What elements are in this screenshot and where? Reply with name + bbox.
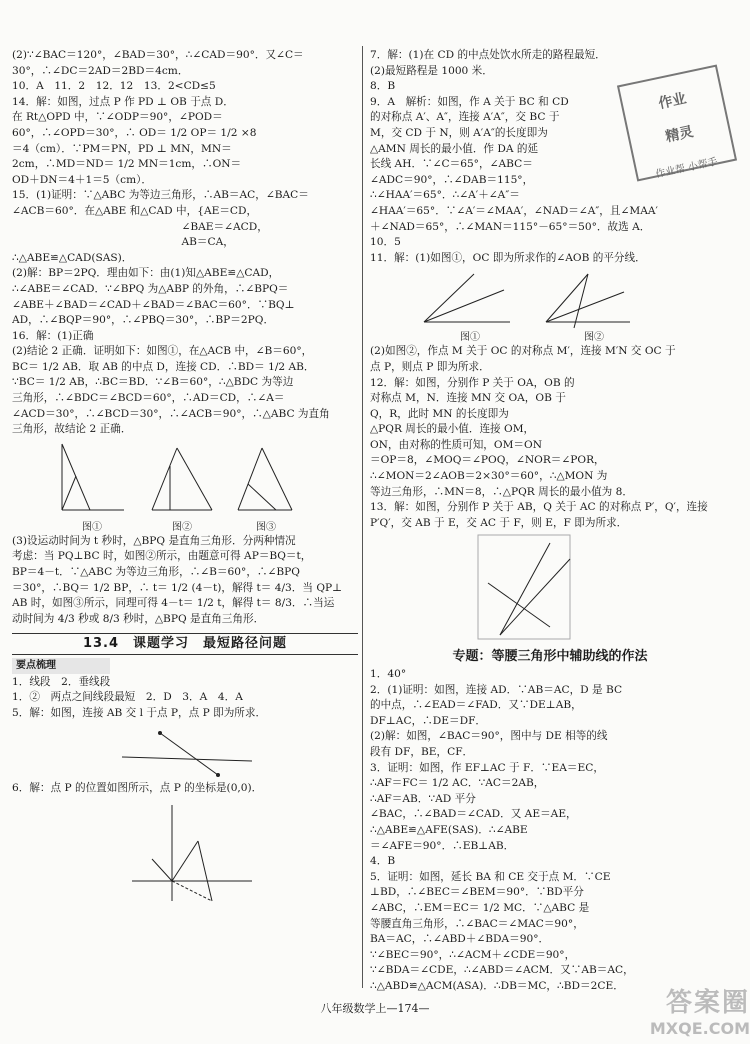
text-line: 12．解：如图，分别作 P 关于 OA，OB 的 (370, 376, 575, 389)
text-line: 4．B (370, 855, 396, 868)
text-line: 三角形，故结论 2 正确． (12, 423, 132, 436)
text-line: ＝4（cm）．∵PM＝PN，PD ⊥ MN，MN＝ (12, 142, 232, 155)
text-line: 1．40° (370, 668, 407, 681)
text-line: ∴AF＝FC＝ 1/2 AC．∵AC＝2AB， (370, 777, 545, 790)
text-line: 14．解：如图，过点 P 作 PD ⊥ OB 于点 D． (12, 95, 234, 108)
figure-3 (238, 448, 292, 510)
figure-1 (62, 444, 124, 510)
text-line: 5．证明：如图，延长 BA 和 CE 交于点 M．∵CE (370, 870, 611, 883)
right-column (370, 48, 730, 995)
left-column (12, 48, 358, 909)
text-line: 的中点，∴∠EAD＝∠FAD．又∵DE⊥AB， (370, 699, 582, 712)
column-divider (362, 46, 363, 988)
answers-block-3 (12, 675, 358, 722)
text-line: 1．② 两点之间线段最短 2．D 3．A 4．A (12, 691, 243, 704)
text-line: 考虑：当 PQ⊥BC 时，如图②所示，由题意可得 AP＝BQ＝t， (12, 550, 312, 563)
text-line: 的对称点 A′、A″，连接 A′A″，交 BC 于 (370, 111, 560, 124)
answers-block-6 (370, 667, 730, 994)
text-line: AB＝CA， (12, 236, 234, 249)
text-line: 13．解：如图，分别作 P 关于 AB，Q 关于 AC 的对称点 P′，Q′，连接 (370, 501, 708, 514)
text-line: 2．(1)证明：如图，连接 AD．∵AB＝AC，D 是 BC (370, 683, 623, 696)
text-line: OD＋DN＝4＋1＝5（cm）． (12, 173, 152, 186)
text-line: Q，R，此时 MN 的长度即为 (370, 407, 509, 420)
text-line: BA＝AC，∴∠ABD＋∠BDA＝90°． (370, 933, 550, 946)
text-line: 8．B (370, 80, 396, 93)
stamp (617, 64, 737, 181)
text-line: 9．A 解析：如图，作 A 关于 BC 和 CD (370, 95, 569, 108)
text-line: (2)结论 2 正确．证明如下：如图①，在△ACB 中，∠B＝60°， (12, 345, 313, 358)
figure-2 (152, 448, 212, 510)
text-line: 60°，∴∠OPD＝30°，∴ OD＝ 1/2 OP＝ 1/2 ×8 (12, 126, 257, 139)
text-line: 1．线段 2．垂线段 (12, 675, 111, 688)
text-line: (2)最短路程是 1000 米． (370, 64, 493, 77)
figure-6 (12, 797, 358, 909)
text-line: ON，由对称的性质可知，OM＝ON (370, 438, 542, 451)
stamp-line-3: 作业帮 小帮手 (654, 156, 719, 181)
text-line: △PQR 周长的最小值．连接 OM， (370, 423, 535, 436)
text-line: ∠BAC，∴∠BAD＝∠CAD．又 AE＝AE， (370, 808, 577, 821)
special-topic-title: 专题：等腰三角形中辅助线的作法 (452, 649, 648, 665)
text-line: 7．解：(1)在 CD 的中点处饮水所走的路程最短． (370, 49, 606, 61)
answers-block-2 (12, 534, 358, 628)
page-footer: 八年级数学上—174— (320, 1002, 430, 1015)
text-line: ∴∠ABE＝∠CAD．∵∠BPQ 为△ABP 的外角，∴∠BPQ＝ (12, 282, 289, 295)
text-line: 15．(1)证明：∵△ABC 为等边三角形，∴AB＝AC，∠BAC＝ (12, 189, 309, 202)
text-line: AB 时，如图③所示，同理可得 4－t＝ 1/2 t，解得 t＝ 8/3．∴当运 (12, 597, 335, 610)
text-line: ∴∠HAA′＝65°．∴∠A′＋∠A″＝ (370, 189, 520, 202)
watermark-line-2: MXQE.COM (649, 1019, 750, 1038)
text-line: (2)解：BP＝2PQ．理由如下：由(1)知△ABE≌△CAD， (12, 267, 280, 280)
section-title: 13.4 课题学习 最短路径问题 (12, 633, 358, 655)
figure-5 (12, 721, 358, 781)
figure-captions (12, 520, 358, 534)
text-line: M，交 CD 于 N，则 A′A″的长度即为 (370, 126, 548, 139)
text-line: ∴△ABD≌△ACM(ASA)．∴DB＝MC，∴BD＝2CE． (370, 979, 624, 992)
text-line: ⊥BD，∴∠BEC＝∠BEM＝90°．∵BD平分 (370, 886, 584, 899)
text-line: ∴△ABE≌△AFE(SAS)．∴∠ABE (370, 823, 528, 836)
text-line: 等腰直角三角形，∴∠BAC＝∠MAC＝90°， (370, 917, 584, 930)
watermark-line-1: 答案圈 (665, 988, 750, 1018)
text-line: P′Q′，交 AB 于 E，交 AC 于 F，则 E，F 即为所求． (370, 516, 628, 529)
text-line: ＝OP＝8，∠MOQ＝∠POQ，∠NOR＝∠POR， (370, 454, 605, 467)
text-line: (2)解：如图，∠BAC＝90°，图中与 DE 相等的线 (370, 730, 608, 743)
stamp-line-2: 精灵 (664, 124, 695, 146)
text-line: 11．解：(1)如图①，OC 即为所求作的∠AOB 的平分线． (370, 251, 646, 264)
answer-6: 6．解：点 P 的位置如图所示，点 P 的坐标是(0,0)． (12, 782, 263, 795)
caption-11-2: 图② (584, 332, 604, 344)
text-line: 16．解：(1)正确 (12, 329, 94, 342)
text-line: ＝∠AFE＝90°．∴EB⊥AB． (370, 839, 515, 852)
text-line: 三角形，∴∠BDC＝∠BCD＝60°，∴AD＝CD，∴∠A＝ (12, 392, 285, 405)
text-line: 对称点 M，N．连接 MN 交 OA，OB 于 (370, 392, 566, 405)
text-line: ∴AF＝AB．∵AD 平分 (370, 792, 476, 805)
text-line: ∵∠BDA＝∠CDE，∴∠ABD＝∠ACM．又∵AB＝AC， (370, 964, 634, 977)
text-line: 10．5 (370, 236, 401, 249)
text-line: 长线 AH．∵∠C＝65°，∠ABC＝ (370, 158, 533, 171)
caption-3: 图③ (256, 521, 276, 533)
text-line: ∠ABE＋∠BAD＝∠CAD＋∠BAD＝∠BAC＝60°．∵BQ⊥ (12, 298, 295, 311)
text-line: ∵BC＝ 1/2 AB，∴BC＝BD．∵∠B＝60°，∴△BDC 为等边 (12, 376, 294, 389)
text-line: 点 P，则点 P 即为所求． (370, 360, 490, 373)
text-line: 5．解：如图，连接 AB 交 l 于点 P，点 P 即为所求． (12, 706, 267, 719)
text-line: ∠BAE＝∠ACD， (12, 220, 268, 233)
text-line: DF⊥AC，∴DE＝DF． (370, 714, 487, 727)
text-line: 3．证明：如图，作 EF⊥AC 于 F．∵EA＝EC， (370, 761, 604, 774)
text-line: 30°，∴∠DC＝2AD＝2BD＝4cm． (12, 64, 189, 77)
text-line: ∴∠MON＝2∠AOB＝2×30°＝60°，∴△MON 为 (370, 470, 608, 483)
figure-11-captions (370, 330, 730, 344)
caption-11-1: 图① (460, 332, 480, 344)
text-line: BC＝ 1/2 AB．取 AB 的中点 D，连接 CD．∴BD＝ 1/2 AB． (12, 360, 315, 373)
figures-11 (370, 266, 730, 330)
text-line: ∠ADC＝90°，∴∠DAB＝115°， (370, 173, 534, 186)
answers-block-5 (370, 344, 730, 531)
text-line: 动时间为 4/3 秒或 8/3 秒时，△BPQ 是直角三角形． (12, 612, 265, 625)
caption-1: 图① (82, 521, 102, 533)
caption-2: 图② (172, 521, 192, 533)
text-line: (2)∵∠BAC＝120°，∠BAD＝30°，∴∠CAD＝90°．又∠C＝ (12, 49, 304, 61)
figure-13 (370, 531, 730, 643)
text-line: ∵∠BEC＝90°，∴∠ACM＋∠CDE＝90°， (370, 948, 576, 961)
text-line: 2cm，∴MD＝ND＝ 1/2 MN＝1cm，∴ON＝ (12, 158, 242, 171)
subsection-label: 要点梳理 (12, 658, 110, 674)
text-line: 等边三角形，∴MN＝8，∴△PQR 周长的最小值为 8． (370, 485, 633, 498)
text-line: (2)如图②，作点 M 关于 OC 的对称点 M′，连接 M′N 交 OC 于 (370, 345, 676, 358)
text-line: 段有 DF，BE，CF． (370, 746, 474, 758)
figures-16 (12, 438, 358, 520)
stamp-line-1: 作业 (657, 90, 688, 113)
text-line: ＝30°，∴BQ＝ 1/2 BP，∴ t＝ 1/2 (4－t)，解得 t＝ 4/3．当 QP⊥ (12, 581, 343, 594)
answers-block-1 (12, 48, 358, 438)
text-line: 在 Rt△OPD 中，∵∠ODP＝90°，∠POD＝ (12, 111, 223, 124)
text-line: ＋∠NAD＝65°，∴∠MAN＝115°－65°＝50°．故选 A． (370, 220, 651, 233)
text-line: AD，∴∠BQP＝90°，∴∠PBQ＝30°，∴BP＝2PQ． (12, 314, 275, 327)
text-line: ∠ABC，∴EM＝EC＝ 1/2 MC．∵△ABC 是 (370, 901, 590, 914)
watermark (600, 982, 750, 1042)
text-line: 10．A 11．2 12．12 13．2<CD≤5 (12, 80, 216, 93)
text-line: (3)设运动时间为 t 秒时，△BPQ 是直角三角形．分两种情况 (12, 534, 296, 547)
text-line: ∠ACD＝30°，∴∠BCD＝30°，∴∠ACB＝90°，∴△ABC 为直角 (12, 407, 330, 420)
text-line: ∠HAA′＝65°．∵∠A′＝∠MAA′，∠NAD＝∠A″，且∠MAA′ (370, 204, 658, 217)
text-line: ∴△ABE≌△CAD(SAS)． (12, 251, 133, 264)
text-line: BP＝4－t．∵△ABC 为等边三角形，∴∠B＝60°，∴∠BPQ (12, 566, 300, 579)
text-line: △AMN 周长的最小值．作 DA 的延 (370, 142, 539, 155)
text-line: ∠ACB＝60°．在△ABE 和△CAD 中，{AE＝CD， (12, 204, 258, 217)
